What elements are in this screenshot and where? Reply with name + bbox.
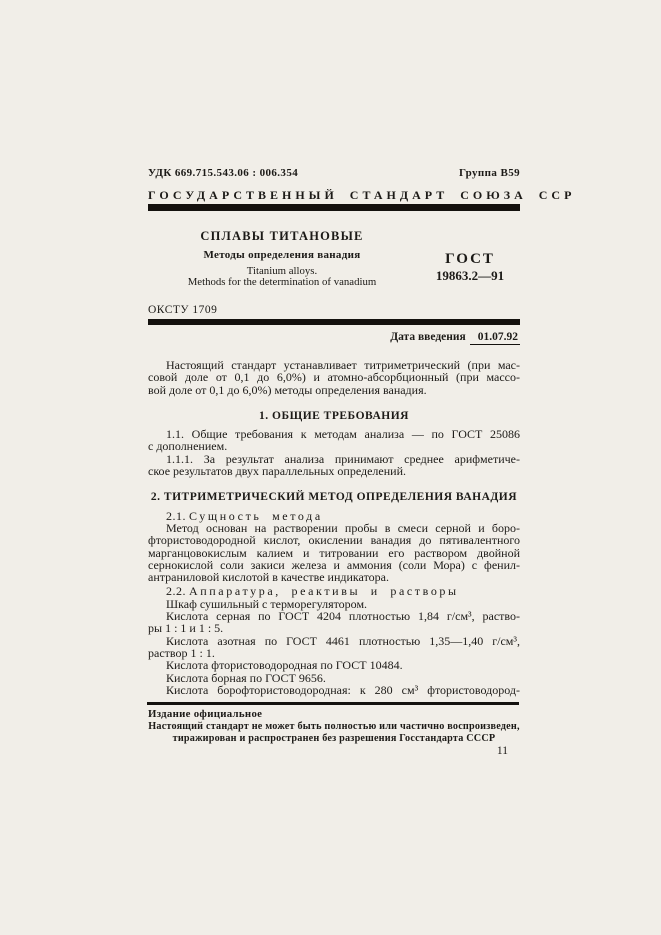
text-line: Кислота борофтористоводородная: к 280 см³ фтористоводород-	[166, 682, 520, 697]
udk-code: УДК 669.715.543.06 : 006.354	[148, 167, 299, 179]
copyright-line-1: Настоящий стандарт не может быть полностью или частично воспроизведен,	[148, 721, 520, 732]
okstu-code: ОКСТУ 1709	[148, 304, 218, 316]
effective-date-value: 01.07.92	[470, 331, 520, 345]
standard-org-title: ГОСУДАРСТВЕННЫЙ СТАНДАРТ СОЮЗА ССР	[148, 188, 576, 202]
footer-rule	[147, 702, 519, 705]
group-label: Группа В59	[458, 167, 520, 179]
clause-title: Сущность метода	[189, 508, 323, 523]
text-line: с дополнением.	[148, 439, 228, 454]
text-line: марганцовокислым калием и титровании его раствором двойной	[148, 545, 520, 560]
text-line: Кислота азотная по ГОСТ 4461 плотностью 1,35—1,40 г/см³,	[166, 633, 520, 648]
text-line: ское результатов двух параллельных определений.	[148, 464, 407, 479]
reagent-nitric-acid	[148, 635, 520, 660]
method-paragraph	[148, 522, 520, 583]
effective-date-row	[148, 331, 520, 343]
doc-title-ru: СПЛАВЫ ТИТАНОВЫЕ	[200, 229, 364, 243]
text-line: 1.1.1. За результат анализа принимают среднее арифметиче-	[166, 451, 520, 466]
text-line: Метод основан на растворении пробы в смеси серной и боро-	[166, 520, 520, 535]
text-line: Шкаф сушильный с терморегулятором.	[166, 596, 368, 611]
text-line: сернокислой соли закиси железа и аммония (соли Мора) с фенил-	[148, 557, 520, 572]
section-rule	[148, 319, 520, 325]
text-line: 1.1. Общие требования к методам анализа — по ГОСТ 25086	[166, 427, 520, 442]
copyright-notice	[148, 721, 520, 745]
doc-title-en-line1: Titanium alloys.	[246, 265, 318, 277]
effective-date-label: Дата введения	[390, 331, 466, 343]
text-line: Кислота серная по ГОСТ 4204 плотностью 1,84 г/см³, раство-	[166, 609, 520, 624]
clause-number: 2.1.	[166, 508, 186, 523]
gost-label: ГОСТ	[445, 251, 495, 267]
clause-1-1-1	[148, 453, 520, 478]
text-line: раствор 1 : 1.	[148, 645, 215, 660]
clause-2-2-heading	[148, 585, 520, 597]
text-line: Настоящий стандарт устанавливает титриметрический (при мас-	[166, 358, 520, 372]
section-2-heading: 2. ТИТРИМЕТРИЧЕСКИЙ МЕТОД ОПРЕДЕЛЕНИЯ ВАНАДИЯ	[150, 491, 518, 504]
text-line: Кислота фтористоводородная по ГОСТ 10484.	[166, 658, 403, 673]
reagent-fluoroboric-acid	[148, 684, 520, 696]
reagent-boric-acid	[148, 672, 520, 684]
edition-note: Издание официальное	[148, 708, 263, 720]
gost-number: 19863.2—91	[435, 268, 505, 283]
title-block	[148, 229, 520, 307]
copyright-line-2: тиражирован и распространен без разрешения Госстандарта СССР	[172, 733, 496, 744]
doc-subtitle-ru: Методы определения ванадия	[203, 249, 361, 261]
reagent-sulfuric-acid	[148, 610, 520, 635]
header-rule	[148, 204, 520, 211]
text-line: Кислота борная по ГОСТ 9656.	[166, 670, 326, 685]
intro-paragraph	[148, 359, 520, 396]
document-body	[148, 359, 520, 696]
section-1-heading: 1. ОБЩИЕ ТРЕБОВАНИЯ	[259, 409, 409, 422]
classification-row	[148, 167, 520, 179]
text-line: совой доле от 0,1 до 6,0%) и атомно-абсорбционный (при массо-	[148, 370, 520, 385]
reagent-hydrofluoric-acid	[148, 659, 520, 671]
clause-title: Аппаратура, реактивы и растворы	[189, 584, 459, 599]
text-line: вой доле от 0,1 до 6,0%) методы определения ванадия.	[148, 382, 427, 397]
clause-1-1	[148, 428, 520, 453]
page-number: 11	[496, 745, 508, 757]
text-line: ры 1 : 1 и 1 : 5.	[148, 621, 224, 636]
text-line: фтористоводородной кислот, окислении ванадия до пятивалентного	[148, 533, 520, 548]
clause-number: 2.2.	[166, 584, 186, 599]
text-line: антраниловой кислотой в качестве индикатора.	[148, 570, 389, 585]
doc-title-en-line2: Methods for the determination of vanadium	[187, 276, 377, 288]
